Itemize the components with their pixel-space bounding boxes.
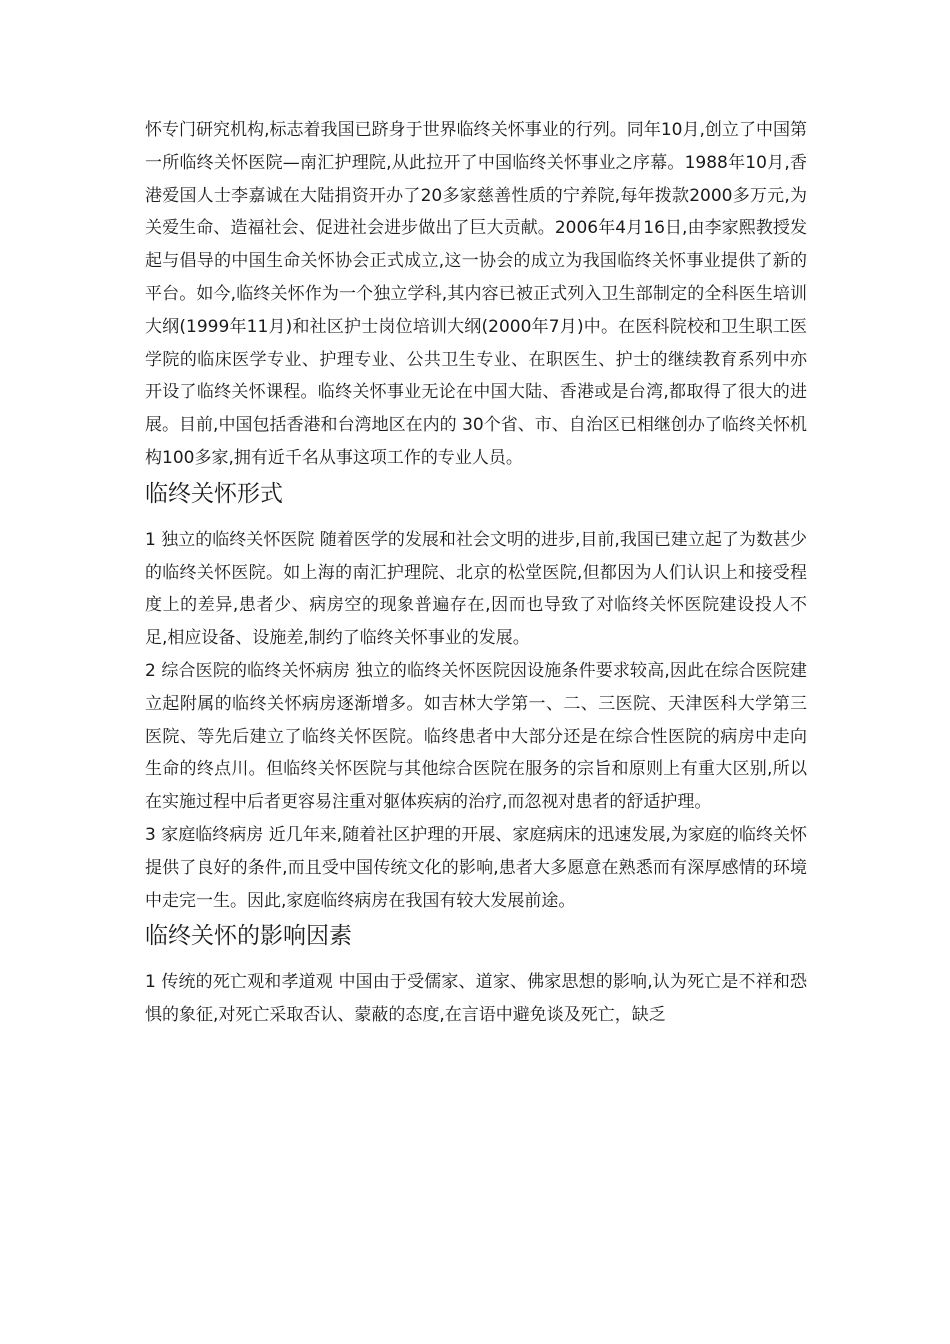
intro-paragraph: 怀专门研究机构,标志着我国已跻身于世界临终关怀事业的行列。同年10月,创立了中国第一所临终关怀医院—南汇护理院,从此拉开了中国临终关怀事业之序幕。1988年10月,香港爱国人士李嘉诚在大陆捐资开办了20多家慈善性质的宁养院,每年拨款2000多万元,为关爱生命、造福社会、促进社会进步做出了巨大贡献。2006年4月16日,由李家熙教授发起与倡导的中国生命关怀协会正式成立,这一协会的成立为我国临终关怀事业提供了新的平台。如今,临终关怀作为一个独立学科,其内容已被正式列入卫生部制定的全科医生培训大纲(1999年11月)和社区护士岗位培训大纲(2000年7月)中。在医科院校和卫生职工医学院的临床医学专业、护理专业、公共卫生专业、在职医生、护士的继续教育系列中亦开设了临终关怀课程。临终关怀事业无论在中国大陆、香港或是台湾,都取得了很大的进展。目前,中国包括香港和台湾地区在内的 30个省、市、自治区已相继创办了临终关怀机构100多家,拥有近千名从事这项工作的专业人员。 — [145, 120, 807, 468]
forms-item-3: 3 家庭临终病房 近几年来,随着社区护理的开展、家庭病床的迅速发展,为家庭的临终关怀提供了良好的条件,而且受中国传统文化的影响,患者大多愿意在熟悉而有深厚感情的环境中走完一生。因此,家庭临终病房在我国有较大发展前途。 — [145, 824, 807, 911]
document-page — [145, 114, 807, 1032]
factors-item-1: 1 传统的死亡观和孝道观 中国由于受儒家、道家、佛家思想的影响,认为死亡是不祥和恐惧的象征,对死亡采取否认、蒙蔽的态度,在言语中避免谈及死亡，缺乏 — [145, 972, 807, 1026]
section-heading-factors: 临终关怀的影响因素 — [145, 923, 352, 950]
forms-item-2: 2 综合医院的临终关怀病房 独立的临终关怀医院因设施条件要求较高,因此在综合医院建立起附属的临终关怀病房逐渐增多。如吉林大学第一、二、三医院、天津医科大学第三医院、等先后建立了临终关怀医院。临终患者中大部分还是在综合性医院的病房中走向生命的终点川。但临终关怀医院与其他综合医院在服务的宗旨和原则上有重大区别,所以在实施过程中后者更容易注重对躯体疾病的治疗,而忽视对患者的舒适护理。 — [145, 660, 807, 813]
section-heading-forms: 临终关怀形式 — [145, 480, 283, 507]
forms-item-1: 1 独立的临终关怀医院 随着医学的发展和社会文明的进步,目前,我国已建立起了为数甚少的临终关怀医院。如上海的南汇护理院、北京的松堂医院,但都因为人们认识上和接受程度上的差异,患者少、病房空的现象普遍存在,因而也导致了对临终关怀医院建设投人不足,相应设备、设施差,制约了临终关怀事业的发展。 — [145, 529, 807, 649]
